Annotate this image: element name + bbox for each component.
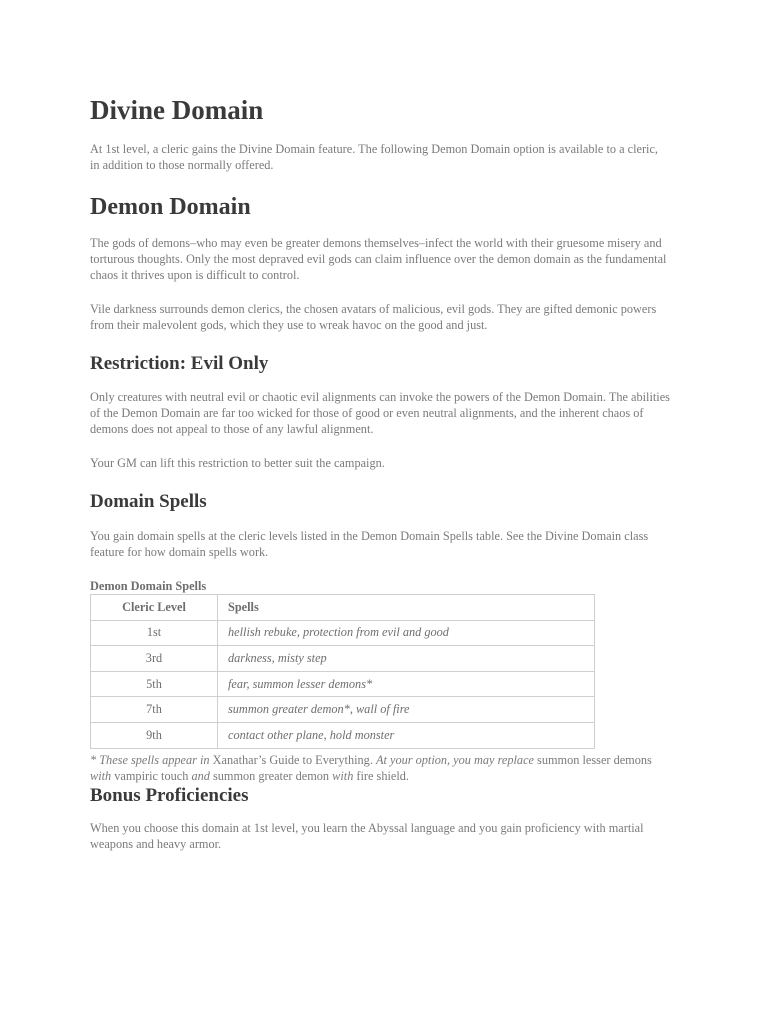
demon-domain-spells-table bbox=[90, 594, 595, 749]
header-cleric-level: Cleric Level bbox=[91, 595, 218, 621]
domain-spells-para: You gain domain spells at the cleric levels listed in the Demon Domain Spells table. See the Divine Domain class feature for how domain spells work. bbox=[90, 529, 649, 559]
table-row bbox=[91, 722, 595, 748]
spells-cell: contact other plane, hold monster bbox=[218, 722, 595, 748]
cleric-level-cell: 5th bbox=[91, 671, 218, 697]
footnote-part: and bbox=[191, 769, 210, 783]
footnote-part: summon greater demon bbox=[209, 769, 333, 783]
footnote-part: Xanathar’s Guide to Everything. bbox=[209, 753, 376, 767]
spells-cell: fear, summon lesser demons* bbox=[218, 671, 595, 697]
spells-cell: darkness, misty step bbox=[218, 646, 595, 672]
restriction-para-1: Only creatures with neutral evil or chaotic evil alignments can invoke the powers of the Demon Domain. The abilities of the Demon Domain are far too wicked for those of good or even neutral alignments, and the inherent chaos of demons does not appeal to those of any lawful alignment. bbox=[90, 390, 670, 436]
divine-domain-intro: At 1st level, a cleric gains the Divine Domain feature. The following Demon Domain option is available to a cleric, in addition to those normally offered. bbox=[90, 142, 658, 172]
footnote-part: fire shield. bbox=[353, 769, 410, 783]
footnote-part: with bbox=[90, 769, 112, 783]
restriction-para-2: Your GM can lift this restriction to better suit the campaign. bbox=[90, 456, 385, 470]
bonus-proficiencies-para: When you choose this domain at 1st level, you learn the Abyssal language and you gain proficiency with martial weapons and heavy armor. bbox=[90, 821, 644, 851]
cleric-level-cell: 3rd bbox=[91, 646, 218, 672]
demon-domain-para-1: The gods of demons–who may even be greater demons themselves–infect the world with their gruesome misery and torturous thoughts. Only the most depraved evil gods can claim influence over the demon domain as the fundamental chaos it thrives upon is difficult to control. bbox=[90, 236, 667, 282]
footnote-part: vampiric touch bbox=[111, 769, 192, 783]
bonus-proficiencies-heading: Bonus Proficiencies bbox=[90, 785, 249, 806]
spells-footnote bbox=[90, 752, 670, 784]
spells-cell: summon greater demon*, wall of fire bbox=[218, 697, 595, 723]
footnote-part: At your option, you may replace bbox=[375, 753, 534, 767]
footnote-part: with bbox=[332, 769, 354, 783]
footnote-part: * These spells appear in bbox=[90, 753, 210, 767]
table-header-row bbox=[91, 595, 595, 621]
table-row bbox=[91, 646, 595, 672]
restriction-heading: Restriction: Evil Only bbox=[90, 353, 269, 374]
footnote-part: summon lesser demons bbox=[533, 753, 652, 767]
header-spells: Spells bbox=[218, 595, 595, 621]
demon-domain-para-2: Vile darkness surrounds demon clerics, the chosen avatars of malicious, evil gods. They are gifted demonic powers from their malevolent gods, which they use to wreak havoc on the good and just. bbox=[90, 302, 657, 332]
domain-spells-heading: Domain Spells bbox=[90, 491, 207, 512]
spells-cell: hellish rebuke, protection from evil and good bbox=[218, 620, 595, 646]
divine-domain-heading: Divine Domain bbox=[90, 95, 264, 125]
table-row bbox=[91, 697, 595, 723]
cleric-level-cell: 7th bbox=[91, 697, 218, 723]
spells-table-caption: Demon Domain Spells bbox=[90, 579, 207, 593]
demon-domain-heading: Demon Domain bbox=[90, 194, 251, 220]
table-row bbox=[91, 671, 595, 697]
table-row bbox=[91, 620, 595, 646]
cleric-level-cell: 1st bbox=[91, 620, 218, 646]
cleric-level-cell: 9th bbox=[91, 722, 218, 748]
